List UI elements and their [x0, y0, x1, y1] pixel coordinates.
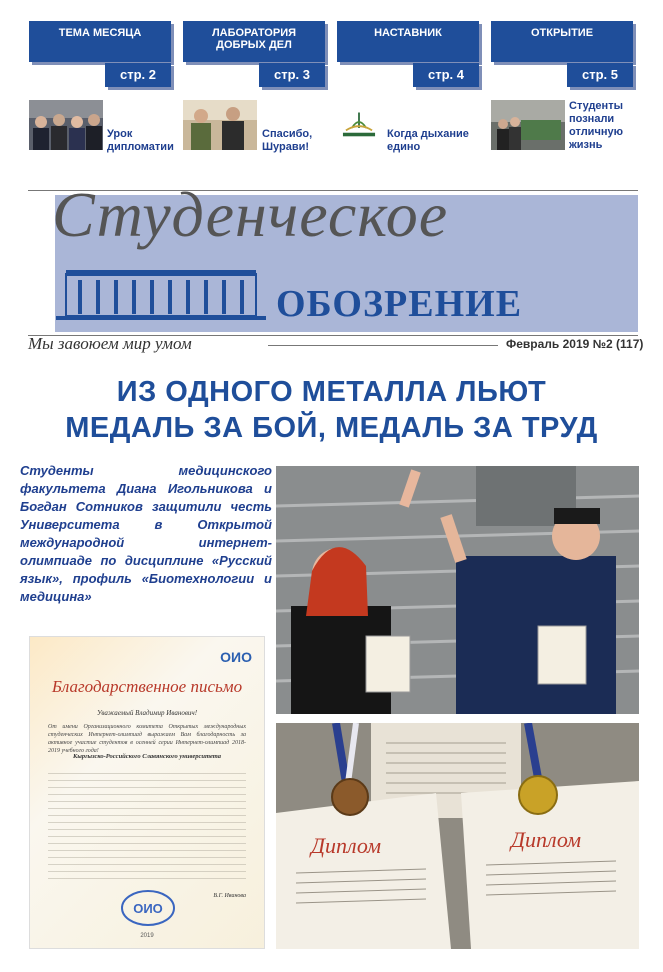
teaser-caption: Урок дипломатии: [107, 128, 174, 153]
diploma-word-right: Диплом: [510, 827, 582, 852]
teaser-students-life[interactable]: [491, 100, 637, 152]
masthead-title: ОБОЗРЕНИЕ: [276, 283, 523, 325]
students-photo: [276, 466, 639, 714]
teaser-caption: Студенты познали отличную жизнь: [569, 100, 623, 151]
university-building-icon: [56, 258, 266, 322]
teaser-caption: Когда дыхание едино: [387, 128, 469, 153]
letter-year: 2019: [140, 933, 154, 939]
tab-topic-month[interactable]: [29, 21, 171, 87]
letter-university: Кыргызско-Российского Славянского университета: [72, 753, 222, 760]
tab-mentor[interactable]: [337, 21, 479, 87]
tab-good-deeds-lab[interactable]: [183, 21, 325, 87]
teaser-photo: [183, 100, 257, 150]
tab-page: стр. 5: [567, 63, 633, 87]
tab-title: ЛАБОРАТОРИЯ ДОБРЫХ ДЕЛ: [211, 27, 297, 51]
tab-title: ТЕМА МЕСЯЦА: [58, 27, 142, 39]
masthead-title-script: Студенческое: [52, 179, 449, 250]
lead-paragraph: Студенты медицинского факультета Диана Игольникова и Богдан Сотников защитили честь Университета в Открытой международной интернет-олимпиаде по дисциплине «Русский язык», профиль «Биотехнологии и медицина»: [20, 463, 272, 604]
teaser-diplomacy[interactable]: [29, 100, 175, 152]
olympiad-logo-icon: ОИО: [220, 649, 252, 665]
letter-title: Благодарственное письмо: [51, 677, 243, 696]
teaser-caption: Спасибо, Шурави!: [262, 128, 313, 153]
diploma-word-left: Диплом: [310, 833, 382, 858]
diplomas-medals-photo: [276, 723, 639, 949]
motto: Мы завоюем мир умом: [28, 334, 192, 353]
teaser-photo: [29, 100, 103, 150]
tab-page: стр. 3: [259, 63, 325, 87]
svg-text:ОИО: ОИО: [133, 901, 163, 916]
event-logo-icon: [337, 100, 381, 150]
letter-signature: В.Г. Иванова: [213, 893, 246, 899]
teaser-one-breath[interactable]: [337, 100, 477, 152]
olympiad-seal-icon: [118, 887, 178, 929]
teaser-photo: [491, 100, 565, 150]
headline-line-2: МЕДАЛЬ ЗА БОЙ, МЕДАЛЬ ЗА ТРУД: [65, 412, 598, 444]
letter-text-block: [48, 767, 246, 885]
tab-page: стр. 2: [105, 63, 171, 87]
letter-greeting: Уважаемый Владимир Иванович!: [96, 709, 198, 717]
headline-line-1: ИЗ ОДНОГО МЕТАЛЛА ЛЬЮТ: [116, 376, 547, 408]
teaser-thank-you[interactable]: [183, 100, 329, 152]
tab-discovery[interactable]: [491, 21, 633, 87]
tab-page: стр. 4: [413, 63, 479, 87]
letter-body: От имени Организационного комитета Открытых международных студенческих Интернет-олимпиад выражаем Вам благодарность за активное участие студентов в осенней серии Интернет-олимпиад 2018-2019 учебного года!: [48, 724, 246, 754]
divider: [268, 345, 498, 346]
tab-title: НАСТАВНИК: [374, 27, 442, 39]
issue-number: Февраль 2019 №2 (117): [506, 337, 644, 351]
tab-title: ОТКРЫТИЕ: [530, 27, 594, 39]
thank-you-letter: [29, 636, 265, 949]
